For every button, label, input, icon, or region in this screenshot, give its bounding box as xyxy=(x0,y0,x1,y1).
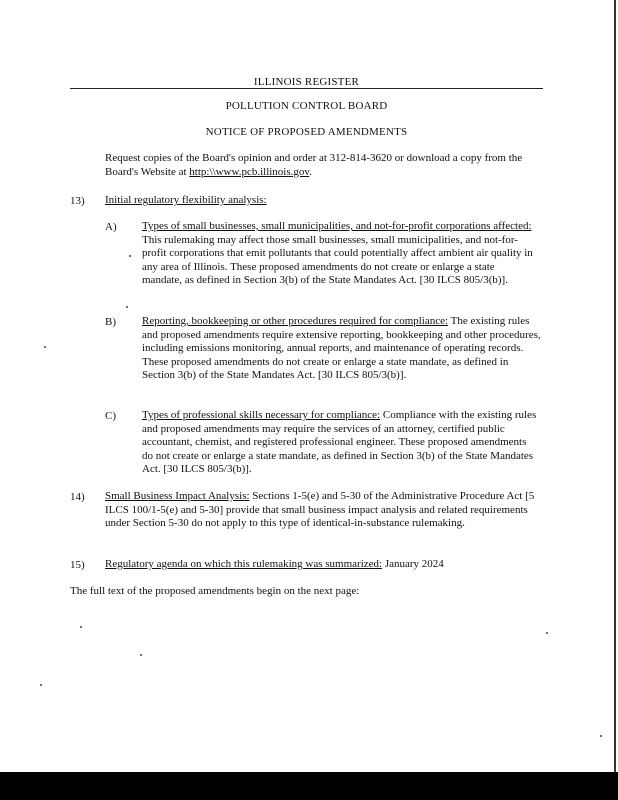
scan-speck xyxy=(40,684,42,686)
scan-speck xyxy=(546,632,548,634)
item-c-letter: C) xyxy=(105,410,116,422)
footer-note: The full text of the proposed amendments begin on the next page: xyxy=(70,585,360,597)
scan-speck xyxy=(600,735,602,737)
section-14-body: Sections 1-5(e) and 5-30 of the Administrative Procedure Act [5 ILCS 100/1-5(e) and 5-30] provide that small business impact analysis and related requirements under Section 5-30 do not apply to this type of identical-in-substance rulemaking. xyxy=(105,490,535,529)
request-end: . xyxy=(309,165,312,178)
section-15-body: January 2024 xyxy=(382,558,444,570)
section-14-paragraph xyxy=(105,490,537,531)
item-c-heading: Types of professional skills necessary for compliance: xyxy=(142,409,381,421)
request-paragraph xyxy=(105,152,545,179)
item-b-paragraph xyxy=(142,315,542,383)
item-b-letter: B) xyxy=(105,316,116,328)
section-15-paragraph xyxy=(105,558,545,572)
item-c-paragraph xyxy=(142,409,537,477)
item-b-heading: Reporting, bookkeeping or other procedures required for compliance: xyxy=(142,315,449,327)
section-14-number: 14) xyxy=(70,491,85,503)
item-a-heading: Types of small businesses, small municipalities, and not-for-profit corporations affected: xyxy=(142,220,532,232)
board-website-link[interactable]: http:\\www.pcb.illinois.gov xyxy=(189,165,310,178)
scan-bottom-bar xyxy=(0,772,618,800)
section-14-title: Small Business Impact Analysis: xyxy=(105,490,250,502)
item-a-letter: A) xyxy=(105,221,117,233)
scan-speck xyxy=(126,306,128,308)
scan-speck xyxy=(140,654,142,656)
item-a-paragraph xyxy=(142,220,537,288)
header-rule xyxy=(70,88,543,89)
item-b-body: The existing rules and proposed amendments require extensive reporting, bookkeeping and other procedures, including emissions monitoring, annual reports, and maintenance of operating records. These proposed amendments do not create or enlarge a state mandate, as defined in Section 3(b) of the State Mandates Act. [30 ILCS 805/3(b)]. xyxy=(142,315,541,381)
item-c-body: Compliance with the existing rules and proposed amendments may require the services of an attorney, certified public accountant, chemist, and registered professional engineer. These proposed amendments do not create or enlarge a state mandate, as defined in Section 3(b) of the State Mandates Act. [30 ILCS 805/3(b)]. xyxy=(142,409,537,475)
notice-heading: NOTICE OF PROPOSED AMENDMENTS xyxy=(205,126,408,138)
scan-speck xyxy=(44,346,46,348)
register-heading: ILLINOIS REGISTER xyxy=(253,76,360,88)
section-13-number: 13) xyxy=(70,195,85,207)
board-heading: POLLUTION CONTROL BOARD xyxy=(225,100,388,112)
section-15-title: Regulatory agenda on which this rulemaking was summarized: xyxy=(105,558,383,570)
scan-speck xyxy=(80,626,82,628)
item-a-body: This rulemaking may affect those small businesses, small municipalities, and not-for-profit corporations that emit pollutants that could potentially affect ambient air quality in any area of Illinois. These proposed amendments do not create or enlarge a state mandate, as defined in Section 3(b) of the State Mandates Act. [30 ILCS 805/3(b)]. xyxy=(142,233,533,286)
section-15-number: 15) xyxy=(70,559,85,571)
scan-edge-line xyxy=(614,0,616,772)
request-text: Request copies of the Board's opinion and order at 312-814-3620 or download a copy from the Board's Website at xyxy=(105,152,523,178)
scan-speck xyxy=(129,255,131,257)
section-13-title: Initial regulatory flexibility analysis: xyxy=(105,194,267,206)
